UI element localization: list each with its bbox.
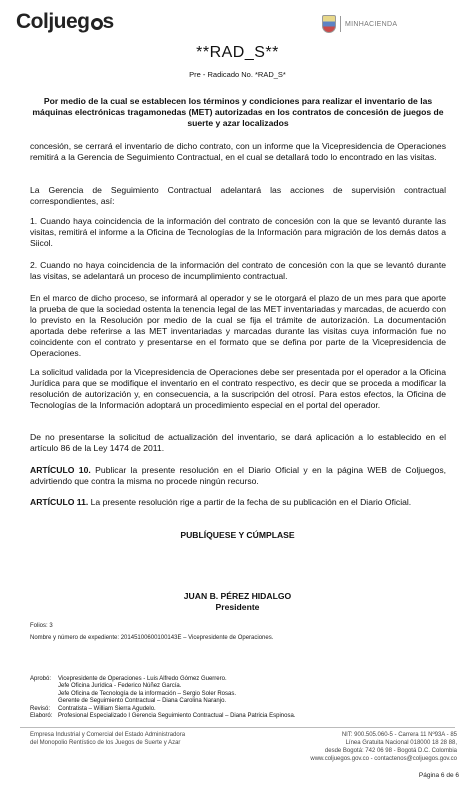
pre-radicado: Pre - Radicado No. *RAD_S* — [189, 70, 286, 79]
paragraph-6: La solicitud validada por la Vicepresidencia de Operaciones debe ser presentada por el operador a la Oficina Jurídica para que se modifique el inventario en el contrato respectivo, es decir que se proceda a modificar la resolución de autorización y, en consecuencia, a la suscripción del otrosí. Para estos efectos, la Oficina de Tecnologías de la Información adoptará un procedimiento especial en el portal del operador. — [30, 367, 446, 410]
signatory-role: Presidente — [215, 602, 260, 612]
article-10-label: ARTÍCULO 10. — [30, 465, 91, 475]
article-11-label: ARTÍCULO 11. — [30, 497, 89, 507]
paragraph-1: concesión, se cerrará el inventario de dicho contrato, con un informe que la Vicepresidencia de Operaciones remitirá a la Gerencia de Seguimiento Contractual, en el cual se detallará todo lo encontrado en las visitas. — [30, 141, 446, 162]
ministry-name: MINHACIENDA — [345, 20, 398, 28]
page-number: Página 6 de 6 — [418, 772, 459, 779]
coljuegos-logo: Coljueg s — [16, 10, 114, 33]
closing-formula: PUBLÍQUESE Y CÚMPLASE — [180, 530, 295, 540]
article-11 — [30, 497, 446, 508]
resolution-heading: Por medio de la cual se establecen los términos y condiciones para realizar el inventario de las máquinas electrónicas tragamonedas (MET) autorizadas en los contratos de concesión de juegos de suerte y azar localizados — [32, 96, 444, 128]
folios: Folios: 3 — [30, 623, 53, 629]
paragraph-2: La Gerencia de Seguimiento Contractual adelantará las acciones de supervisión contractual correspondientes, así: — [30, 185, 446, 206]
paragraph-5: En el marco de dicho proceso, se informará al operador y se le otorgará el plazo de un mes para que aporte la prueba de que la sociedad ostenta la tenencia legal de las MET inventariadas y marcadas, de acuerdo con lo previsto en la Resolución por medio de la cual se fija el trámite de autorización. La documentación aportada debe referirse a las MET inventariadas y marcadas durante las visitas cuya información fue no coincidente con el contrato y presentarse en el formato que se defina por parte de la Vicepresidencia de Operaciones. — [30, 293, 446, 358]
colombia-crest-icon — [322, 15, 336, 33]
footer-web-link[interactable]: www.coljuegos.gov.co - contactenos@coljuegos.gov.co — [310, 756, 457, 762]
footer-divider — [20, 727, 455, 728]
approvals-block: Aprobó: Vicepresidente de Operaciones - Luis Alfredo Gómez Guerrero. Jefe Oficina Jurídica - Federico Núñez García. Jefe Oficina de Tecnología de la información – Sergio Soler Rosas. Gerente de Seguimiento Contractual – Diana Carolina Naranjo. Revisó: Contratista – William Sierra Agudelo. Elaboró: Profesional Especializado I Gerencia Seguimiento Contractual – Diana Patricia Espinosa. — [30, 676, 296, 720]
paragraph-3: 1. Cuando haya coincidencia de la información del contrato de concesión con la que se levantó durante las visitas, remitirá el informe a la Oficina de Tecnologías de la Información para migración de los demás datos a Siicol. — [30, 216, 446, 248]
document-title: **RAD_S** — [196, 44, 279, 61]
paragraph-4: 2. Cuando no haya coincidencia de la información del contrato de concesión con la que se levantó durante las visitas, se adelantará un proceso de incumplimiento contractual. — [30, 260, 446, 281]
article-11-text: La presente resolución rige a partir de la fecha de su publicación en el Diario Oficial. — [88, 497, 412, 507]
expediente: Nombre y número de expediente: 20145100600100143E – Vicepresidente de Operaciones. — [30, 635, 274, 641]
article-10-text: Publicar la presente resolución en el Diario Oficial y en la página WEB de Coljuegos, advirtiendo que contra la misma no procede ningún recurso. — [30, 465, 447, 486]
paragraph-7: De no presentarse la solicitud de actualización del inventario, se dará aplicación a lo establecido en el artículo 86 de la Ley 1474 de 2011. — [30, 432, 446, 453]
footer-company: Empresa Industrial y Comercial del Estado Administradora del Monopolio Rentístico de los Juegos de Suerte y Azar — [30, 732, 186, 746]
article-10 — [30, 465, 446, 487]
signatory-name: JUAN B. PÉREZ HIDALGO — [183, 591, 292, 601]
logo-ring-icon — [91, 18, 103, 30]
logo-divider — [340, 16, 341, 32]
ministry-logo — [322, 14, 462, 34]
footer-contact: NIT: 900.505.060-5 - Carrera 11 Nº93A - 85 Línea Gratuita Nacional 018000 18 28 88, desde Bogotá: 742 06 98 - Bogotá D.C. Colombia www.coljuegos.gov.co - contactenos@coljuegos.gov.co — [310, 732, 457, 762]
